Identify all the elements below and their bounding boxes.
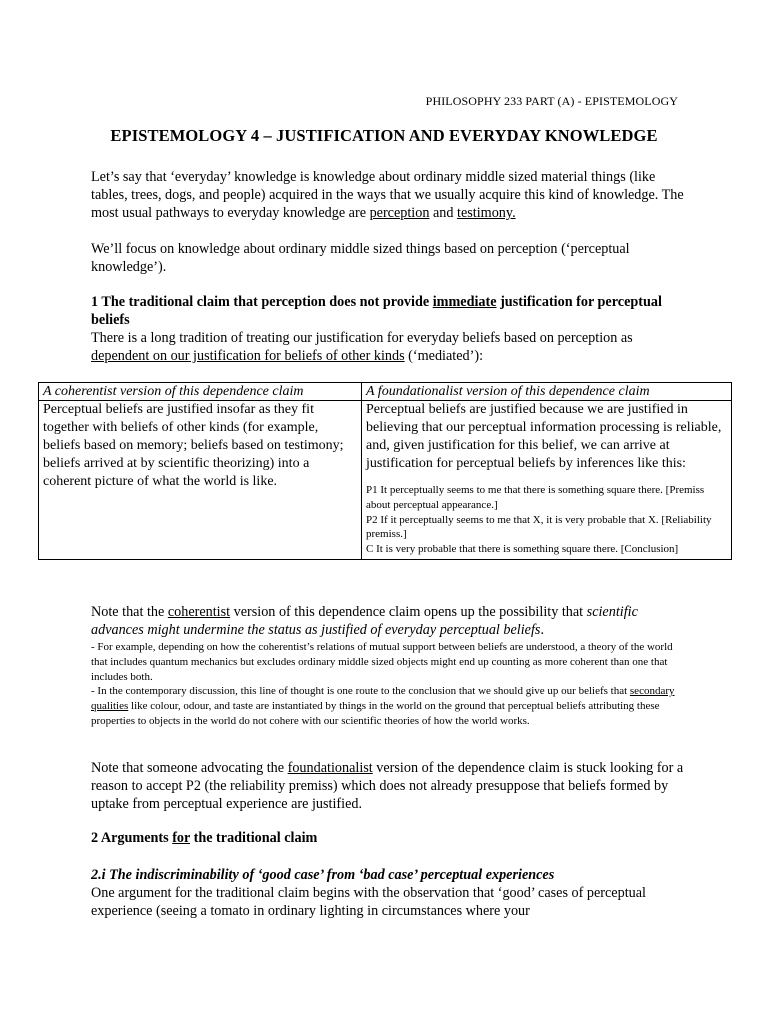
note-1-text: Note that the xyxy=(91,604,168,620)
foundationalist-column-header: A foundationalist version of this dependence claim xyxy=(362,383,732,401)
section-1-body xyxy=(91,329,691,365)
inference-schema xyxy=(366,483,727,559)
section-2i-body: One argument for the traditional claim begins with the observation that ‘good’ cases of perceptual experience (seeing a tomato in ordinary lighting in circumstances where your xyxy=(91,885,646,919)
section-2-heading-end: the traditional claim xyxy=(190,830,318,846)
bullet-2-text: - In the contemporary discussion, this line of thought is one route to the conclusion that we should give up our beliefs that xyxy=(91,685,630,697)
foundationalist-term: foundationalist xyxy=(287,760,373,776)
dependence-claim-table xyxy=(38,382,732,560)
premiss-p1: P1 It perceptually seems to me that there is something square there. [Premiss about perceptual appearance.] xyxy=(366,484,705,511)
for-term: for xyxy=(172,830,191,846)
conclusion-c: C It is very probable that there is something square there. [Conclusion] xyxy=(366,543,679,556)
section-2-heading-text: 2 Arguments xyxy=(91,830,173,846)
foundationalist-cell xyxy=(362,401,732,560)
perception-term: perception xyxy=(369,205,430,221)
coherentist-cell xyxy=(39,401,362,560)
scientific-advances-phrase: scientific advances might undermine the status as justified of everyday perceptual beliefs xyxy=(91,604,638,638)
section-1-body-end: (‘mediated’): xyxy=(404,348,484,364)
dependent-phrase: dependent on our justification for beliefs of other kinds xyxy=(91,348,405,364)
bullet-2-text-end: like colour, odour, and taste are instantiated by things in the world on the ground that perceptual beliefs attributing these properties to objects in the world do not cohere with our scientific theories of how the world works. xyxy=(91,699,660,727)
section-2-heading xyxy=(91,829,691,847)
note-2-text-end: version of the dependence claim is stuck looking for a reason to accept P2 (the reliability premiss) which does not already presuppose that beliefs formed by uptake from perceptual experience are justified. xyxy=(91,760,684,812)
intro-and: and xyxy=(429,205,458,221)
note-bullet-2 xyxy=(91,684,691,728)
note-coherentist xyxy=(91,603,691,639)
note-foundationalist xyxy=(91,759,691,813)
note-1-text-mid: version of this dependence claim opens up the possibility that xyxy=(230,604,587,620)
section-1-heading-text-end: justification for perceptual beliefs xyxy=(91,294,662,328)
section-1-heading-text: 1 The traditional claim that perception does not provide xyxy=(91,294,433,310)
section-1-heading xyxy=(91,293,691,329)
immediate-term: immediate xyxy=(432,294,497,310)
section-2i-subheading: 2.i The indiscriminability of ‘good case’ from ‘bad case’ perceptual experiences xyxy=(91,867,555,883)
coherentist-term: coherentist xyxy=(167,604,231,620)
note-2-text: Note that someone advocating the xyxy=(91,760,288,776)
secondary-qualities-term: secondary qualities xyxy=(91,685,675,712)
intro-text: Let’s say that ‘everyday’ knowledge is knowledge about ordinary middle sized material things (like tables, trees, dogs, and people) acquired in the ways that we usually acquire this kind of knowledge. The most usual pathways to everyday knowledge are xyxy=(91,169,684,221)
course-header: PHILOSOPHY 233 PART (A) - EPISTEMOLOGY xyxy=(425,94,678,108)
premiss-p2: P2 If it perceptually seems to me that X, it is very probable that X. [Reliability premiss.] xyxy=(366,513,712,541)
intro-paragraph-2: We’ll focus on knowledge about ordinary middle sized things based on perception (‘perceptual knowledge’). xyxy=(91,241,630,275)
coherentist-column-header: A coherentist version of this dependence claim xyxy=(39,383,362,401)
note-1-end: . xyxy=(540,622,544,638)
note-bullet-1: - For example, depending on how the coherentist’s relations of mutual support between beliefs are understood, a theory of the world that includes quantum mechanics but excludes ordinary middle sized objects might end up counting as more coherent than one that includes both. xyxy=(91,641,673,683)
page-title: EPISTEMOLOGY 4 – JUSTIFICATION AND EVERYDAY KNOWLEDGE xyxy=(110,126,658,145)
section-1-body-text: There is a long tradition of treating our justification for everyday beliefs based on perception as xyxy=(91,330,633,346)
testimony-term: testimony. xyxy=(457,205,516,221)
coherentist-text: Perceptual beliefs are justified insofar as they fit together with beliefs of other kinds (for example, beliefs based on memory; beliefs based on testimony; beliefs arrived at by scientific theorizing) into a coherent picture of what the world is like. xyxy=(43,402,344,489)
foundationalist-text: Perceptual beliefs are justified because we are justified in believing that our perceptual information processing is reliable, and, given justification for this belief, we can arrive at justification for perceptual beliefs by inferences like this: xyxy=(366,402,722,471)
intro-paragraph-1 xyxy=(91,168,691,222)
